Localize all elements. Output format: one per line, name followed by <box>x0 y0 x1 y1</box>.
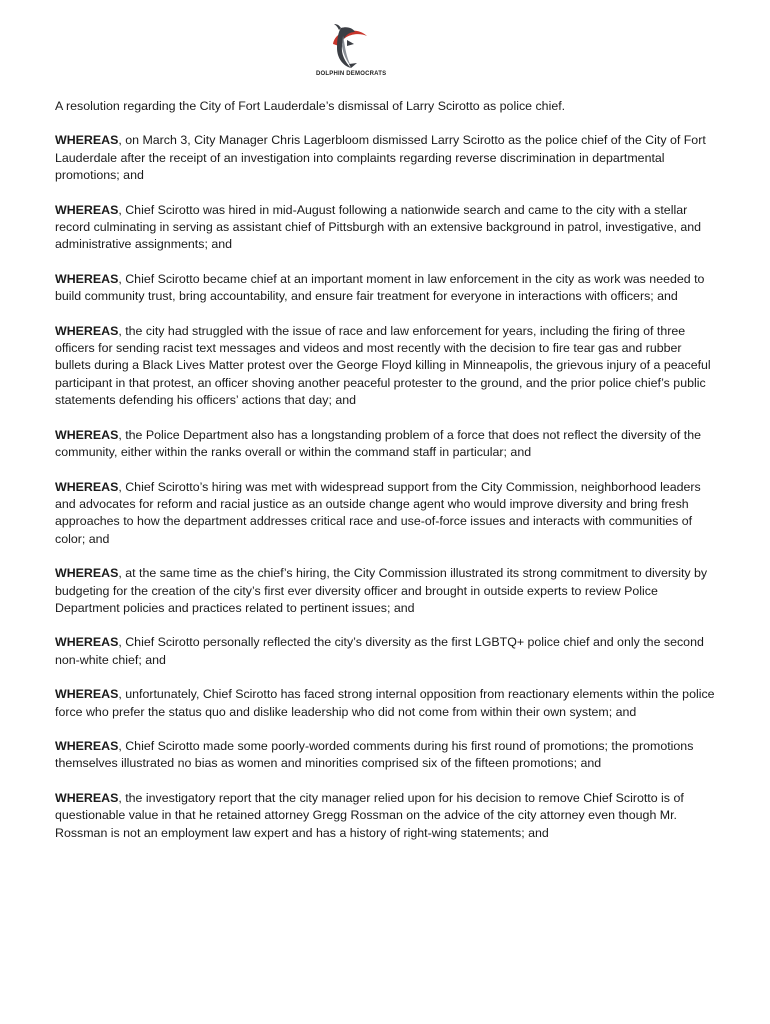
whereas-keyword: WHEREAS <box>55 687 119 702</box>
clause-text: , the investigatory report that the city manager relied upon for his decision to remove Chief Scirotto is of questionable value in that he retained attorney Gregg Rossman on the advice of the city attorney even though Mr. Rossman is not an employment law expert and has a history of right-wing statements; and <box>55 790 684 840</box>
clause-text: , Chief Scirotto became chief at an important moment in law enforcement in the city as work was needed to build community trust, bring accountability, and ensure fair treatment for everyone in interactions with officers; and <box>55 271 705 304</box>
clause-text: , Chief Scirotto’s hiring was met with widespread support from the City Commission, neighborhood leaders and advocates for reform and racial justice as an outside change agent who would improve diversity and bring fresh approaches to how the department addresses critical race and use-of-force issues and interacts with communities of color; and <box>55 479 701 546</box>
whereas-keyword: WHEREAS <box>55 202 119 217</box>
clause-text: , Chief Scirotto was hired in mid-August following a nationwide search and came to the city with a stellar record culminating in serving as assistant chief of Pittsburgh with an extensive background in patrol, investigative, and administrative assignments; and <box>55 202 702 252</box>
whereas-keyword: WHEREAS <box>55 566 119 581</box>
whereas-keyword: WHEREAS <box>55 133 119 148</box>
clause-text: , Chief Scirotto personally reflected the city’s diversity as the first LGBTQ+ police chief and only the second non-white chief; and <box>55 635 704 667</box>
dolphin-icon <box>327 22 371 70</box>
whereas-clause <box>55 202 720 254</box>
logo-caption: DOLPHIN DEMOCRATS <box>316 71 387 77</box>
clause-text: , the Police Department also has a longstanding problem of a force that does not reflect the diversity of the community, either within the ranks overall or within the command staff in particular; and <box>55 427 702 460</box>
whereas-keyword: WHEREAS <box>55 738 119 753</box>
clause-text: , on March 3, City Manager Chris Lagerbloom dismissed Larry Scirotto as the police chief of the City of Fort Lauderdale after the receipt of an investigation into complaints regarding reverse discrimination in departmental promotions; and <box>55 133 706 183</box>
clause-text: , the city had struggled with the issue of race and law enforcement for years, including the firing of three officers for sending racist text messages and videos and most recently with the decision to fire tear gas and rubber bullets during a Black Lives Matter protest over the George Floyd killing in Minneapolis, the grievous injury of a peaceful participant in that protest, an officer shoving another peaceful protester to the ground, and the prior police chief’s public statements defending his officers’ actions that day; and <box>55 323 711 408</box>
whereas-clause <box>55 427 720 462</box>
whereas-keyword: WHEREAS <box>55 635 119 650</box>
whereas-clause <box>55 132 720 184</box>
clause-text: , unfortunately, Chief Scirotto has faced strong internal opposition from reactionary elements within the police force who prefer the status quo and dislike leadership who did not come from within their own system; and <box>55 687 715 719</box>
whereas-clause <box>55 738 720 773</box>
clause-text: , Chief Scirotto made some poorly-worded comments during his first round of promotions; the promotions themselves illustrated no bias as women and minorities comprised six of the fifteen promotions; and <box>55 738 694 771</box>
whereas-keyword: WHEREAS <box>55 427 119 442</box>
whereas-clause <box>55 565 720 617</box>
resolution-body <box>55 98 720 859</box>
whereas-clause <box>55 686 720 721</box>
whereas-clause <box>55 323 720 410</box>
whereas-clause <box>55 790 720 842</box>
whereas-keyword: WHEREAS <box>55 271 119 286</box>
whereas-clause <box>55 634 720 669</box>
whereas-keyword: WHEREAS <box>55 790 119 805</box>
resolution-title: A resolution regarding the City of Fort Lauderdale’s dismissal of Larry Scirotto as police chief. <box>55 99 566 113</box>
dolphin-democrats-logo <box>316 22 387 86</box>
whereas-clause <box>55 271 720 306</box>
whereas-clause <box>55 479 720 549</box>
whereas-keyword: WHEREAS <box>55 479 119 494</box>
whereas-keyword: WHEREAS <box>55 323 119 338</box>
clause-text: , at the same time as the chief’s hiring, the City Commission illustrated its strong commitment to diversity by budgeting for the creation of the city’s first ever diversity officer and brought in outside experts to review Police Department policies and practices related to pertinent issues; and <box>55 566 708 615</box>
